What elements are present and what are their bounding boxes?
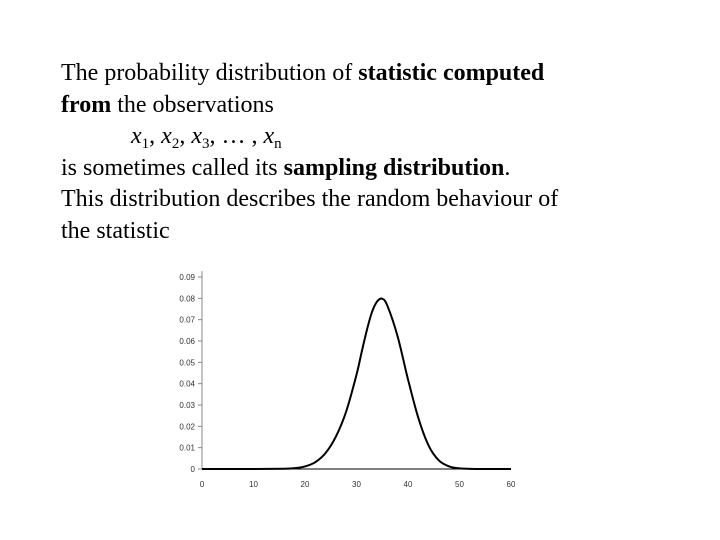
- bold-term-from: from: [61, 91, 112, 118]
- var-x: x: [263, 123, 275, 149]
- var-x: x: [191, 123, 202, 149]
- y-tick-label: 0.09: [179, 273, 195, 282]
- text-line-5: This distribution describes the random behaviour of: [61, 186, 559, 212]
- bold-term-sampling-distribution: sampling distribution: [283, 154, 505, 181]
- x-tick-label: 10: [249, 480, 258, 489]
- x-tick-label: 30: [352, 480, 361, 489]
- x-tick-label: 40: [403, 480, 413, 489]
- y-tick-label: 0.04: [179, 379, 195, 389]
- subscript-1: 1: [141, 136, 150, 152]
- separator: ,: [179, 123, 192, 149]
- x-tick-label: 60: [506, 480, 516, 489]
- var-x: x: [131, 123, 142, 149]
- subscript-2: 2: [171, 136, 180, 152]
- density-curve: [202, 299, 511, 469]
- y-tick-label: 0.07: [179, 315, 195, 325]
- y-tick-label: 0.01: [179, 443, 195, 453]
- period: .: [504, 154, 511, 181]
- var-x: x: [161, 123, 172, 149]
- bold-term-statistic: statistic computed: [358, 60, 545, 86]
- subscript-n: n: [274, 136, 282, 152]
- y-tick-label: 0.05: [179, 358, 195, 368]
- subscript-3: 3: [201, 136, 210, 152]
- y-tick-label: 0: [190, 465, 195, 474]
- text-segment: the observations: [111, 91, 274, 118]
- x-tick-label: 20: [300, 480, 310, 489]
- ellipsis: … ,: [221, 123, 264, 149]
- y-tick-label: 0.03: [179, 401, 195, 410]
- y-tick-label: 0.06: [179, 337, 195, 346]
- text-line-6: the statistic: [61, 217, 170, 244]
- y-tick-label: 0.08: [179, 294, 195, 304]
- x-tick-label: 50: [455, 480, 464, 489]
- y-tick-label: 0.02: [179, 422, 195, 432]
- separator: ,: [149, 123, 162, 149]
- separator: ,: [209, 123, 222, 149]
- text-segment: is sometimes called its: [61, 154, 284, 181]
- x-tick-label: 0: [199, 480, 205, 489]
- text-segment: The probability distribution of: [61, 60, 359, 86]
